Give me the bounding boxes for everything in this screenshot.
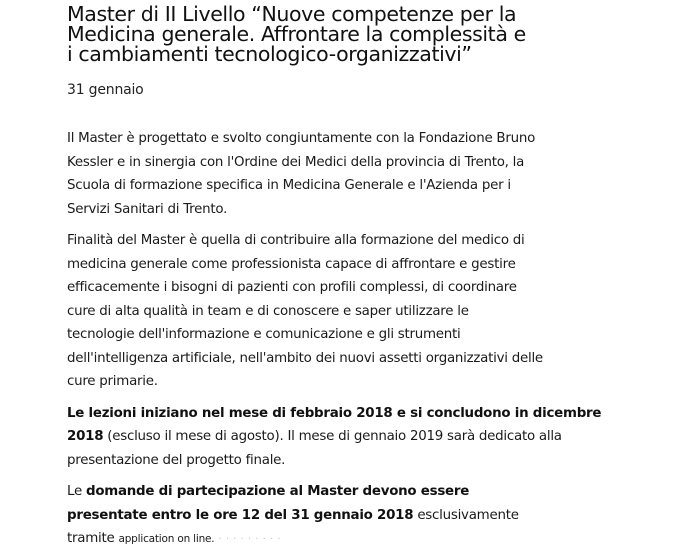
text-line: cure di alta qualità in team e di conoscere e saper utilizzare le [67, 303, 469, 319]
text-line: Kessler e in sinergia con l'Ordine dei Medici della provincia di Trento, la [67, 154, 525, 170]
text-line: dell'intelligenza artificiale, nell'ambito dei nuovi assetti organizzativi delle [67, 350, 543, 366]
text-fragment: tramite [67, 531, 119, 546]
text-fragment: (escluso il mese di agosto). Il mese di gennaio 2019 sarà dedicato alla [103, 429, 562, 444]
article-title-line: i cambiamenti tecnologico-organizzativi” [67, 42, 472, 66]
text-line: Servizi Sanitari di Trento. [67, 201, 228, 217]
article-title-line: Master di II Livello “Nuove competenze per la [67, 2, 517, 26]
bold-fragment: domande di partecipazione al Master devono essere [85, 484, 470, 499]
text-line: tecnologie dell'informazione e comunicazione e gli strumenti [67, 327, 461, 342]
text-fragment: Le [67, 484, 86, 499]
text-line [67, 504, 587, 528]
bold-year: 2018 [67, 429, 104, 444]
text-fragment: esclusivamente [413, 507, 519, 523]
application-link[interactable]: application on line. [118, 533, 215, 545]
text-line: Il Master è progettato e svolto congiuntamente con la Fondazione Bruno [67, 131, 536, 146]
text-line [67, 425, 587, 449]
text-line-bold: Le lezioni iniziano nel mese di febbraio 2018 e si concludono in dicembre [67, 405, 602, 421]
article-title-line: Medicina generale. Affrontare la complessità e [67, 22, 526, 46]
faded-text: · · · · · · · · · [218, 534, 282, 545]
text-line: Finalità del Master è quella di contribuire alla formazione del medico di [67, 233, 525, 248]
text-line: medicina generale come professionista capace di affrontare e gestire [67, 256, 516, 272]
text-line: presentazione del progetto finale. [67, 452, 286, 468]
article-title [67, 4, 587, 64]
paragraph-application [67, 480, 587, 552]
article-body [67, 127, 602, 552]
bold-fragment: presentate entro le ore 12 del 31 gennaio 2018 [67, 507, 414, 523]
paragraph-aims [67, 229, 587, 394]
text-line [67, 527, 587, 552]
text-line: cure primarie. [67, 374, 158, 389]
article-date: 31 gennaio [67, 82, 144, 98]
paragraph-schedule [67, 402, 602, 473]
paragraph-partnership [67, 127, 587, 221]
text-line: Scuola di formazione specifica in Medicina Generale e l'Azienda per i [67, 178, 511, 193]
text-line: efficacemente i bisogni di pazienti con profili complessi, di coordinare [67, 280, 517, 295]
text-line [67, 480, 587, 504]
news-article [67, 0, 602, 554]
